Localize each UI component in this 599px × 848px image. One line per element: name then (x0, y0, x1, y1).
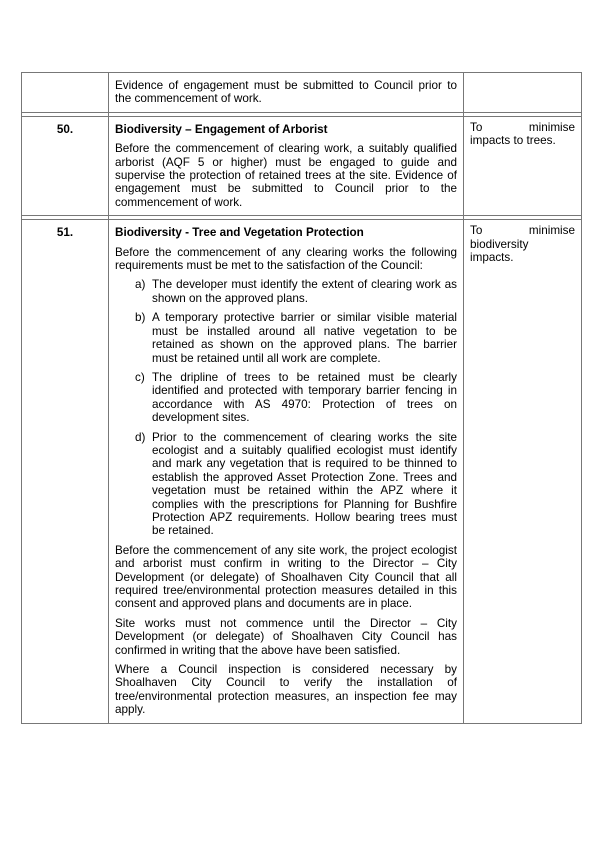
list-item-label: a) (135, 278, 146, 292)
condition-number (22, 73, 109, 113)
list-item-label: c) (135, 370, 145, 384)
list-item (135, 278, 457, 305)
reason-cell (464, 73, 582, 113)
condition-heading: Biodiversity - Tree and Vegetation Protection (115, 226, 364, 240)
reason-cell (464, 220, 582, 723)
condition-heading: Biodiversity – Engagement of Arborist (115, 122, 328, 136)
list-item-label: d) (135, 430, 146, 444)
requirements-list (115, 278, 457, 537)
condition-intro: Before the commencement of any clearing works the following requirements must be met to the satisfaction of the Council: (115, 245, 457, 273)
list-item-text: Prior to the commencement of clearing works the site ecologist and a suitably qualified ecologist must identify and mark any vegetation that is required to be thinned to establish the approved Asset Protection Zone. Trees and vegetation must be retained within the APZ where it complies with the prescriptions for Planning for Bushfire Protection APZ requirements. Hollow bearing trees must be retained. (152, 430, 457, 538)
table-row (22, 116, 582, 215)
condition-paragraph: Before the commencement of clearing work, a suitably qualified arborist (AQF 5 or higher) must be engaged to guide and supervise the protection of retained trees at the site. Evidence of engagement must be submitted to Council prior to the commencement of work. (115, 142, 457, 209)
table-row (22, 220, 582, 723)
condition-text (109, 220, 464, 723)
reason-text: To minimise biodiversity impacts. (470, 224, 575, 265)
condition-paragraph: Site works must not commence until the Director – City Development (or delegate) of Shoalhaven City Council has confirmed in writing that the above have been satisfied. (115, 616, 457, 657)
condition-number: 51. (22, 220, 109, 723)
condition-number: 50. (22, 116, 109, 215)
list-item-text: The developer must identify the extent of clearing work as shown on the approved plans. (152, 278, 457, 305)
conditions-table (21, 72, 582, 724)
condition-paragraph: Where a Council inspection is considered necessary by Shoalhaven City Council to verify the installation of tree/environmental protection measures, an inspection fee may apply. (115, 663, 457, 717)
list-item (135, 371, 457, 425)
reason-text: To minimise impacts to trees. (470, 120, 575, 148)
condition-text (109, 73, 464, 113)
list-item (135, 311, 457, 365)
reason-cell (464, 116, 582, 215)
list-item (135, 431, 457, 538)
condition-text (109, 116, 464, 215)
list-item-label: b) (135, 311, 146, 325)
condition-paragraph: Evidence of engagement must be submitted to Council prior to the commencement of work. (115, 79, 457, 106)
list-item-text: A temporary protective barrier or similar visible material must be installed around all native vegetation to be retained as shown on the approved plans. The barrier must be retained until all work are complete. (152, 311, 457, 365)
list-item-text: The dripline of trees to be retained must be clearly identified and protected with temporary barrier fencing in accordance with AS 4970: Protection of trees on development sites. (152, 370, 457, 425)
condition-paragraph: Before the commencement of any site work, the project ecologist and arborist must confirm in writing to the Director – City Development (or delegate) of Shoalhaven City Council that all required tree/environmental protection measures detailed in this consent and approved plans and documents are in place. (115, 543, 457, 611)
table-row (22, 73, 582, 113)
